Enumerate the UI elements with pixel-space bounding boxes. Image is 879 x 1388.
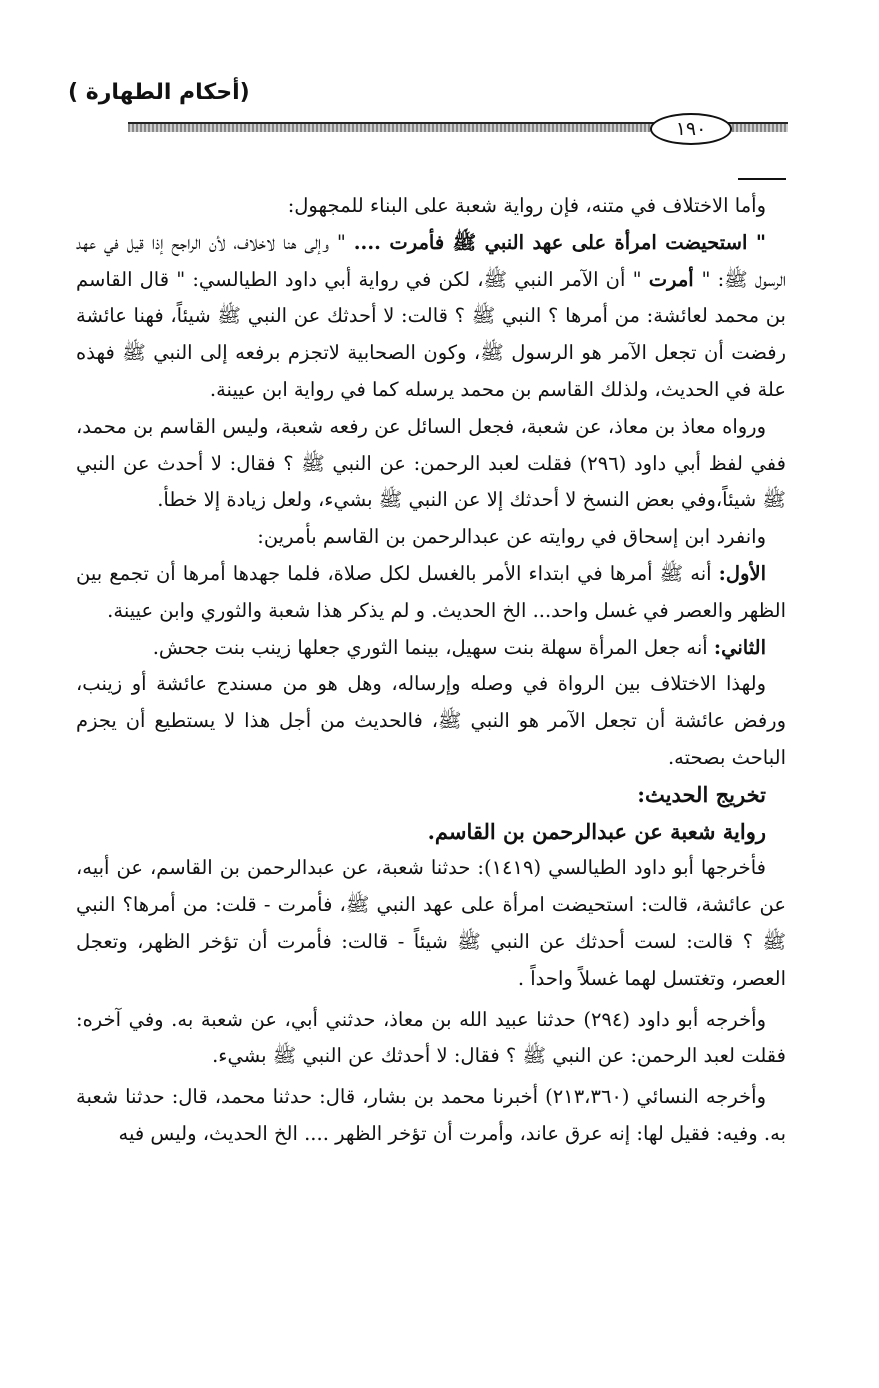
paragraph: ورواه معاذ بن معاذ، عن شعبة، فجعل السائل عن رفعه شعبة، وليس القاسم بن محمد، ففي لفظ أبي داود (٢٩٦) فقلت لعبد الرحمن: عن النبي ﷺ ؟ فقال: لا أحدث عن النبي ﷺ شيئاً،وفي بعض النسخ لا أحدثك إلا عن النبي ﷺ بشيء، ولعل زيادة إلا خطأ.	[76, 414, 786, 512]
quoted-text: " استحيضت امرأة على عهد النبي ﷺ فأمرت ....	[353, 230, 766, 254]
quoted-text: أمرت	[648, 267, 702, 291]
paragraph-text: " وإلى هنا لاخلاف، لأن الراجح إذا قيل في عهد الرسول ﷺ: "	[76, 230, 786, 291]
running-title: (أحكام الطهارة )	[68, 80, 250, 105]
section-heading: تخريج الحديث:	[637, 781, 766, 807]
paragraph: ولهذا الاختلاف بين الرواة في وصله وإرساله، وهل هو من مسندج عائشة أو زينب، ورفض عائشة أن تجعل الآمر هو النبي ﷺ، فالحديث من أجل هذا لا يستطيع أن يجزم الباحث بصحته.	[76, 672, 786, 769]
paragraph	[76, 630, 786, 667]
page-number: ١٩٠	[675, 117, 707, 140]
paragraph-text: " أن الآمر النبي ﷺ، لكن في رواية أبي داود الطيالسي: " قال القاسم بن محمد لعائشة: من أمرها ؟ النبي ﷺ ؟ قالت: لا أحدثك عن النبي ﷺ شيئاً، فهنا عائشة رفضت أن تجعل الآمر هو الرسول ﷺ، وكون الصحابية لاتجزم برفعه إلى النبي ﷺ فهذه علة في الحديث، ولذلك القاسم بن محمد يرسله كما في رواية ابن عيينة.	[76, 267, 786, 401]
item-label: الأول:	[718, 561, 766, 585]
paragraph: وانفرد ابن إسحاق في روايته عن عبدالرحمن بن القاسم بأمرين:	[257, 525, 766, 549]
item-label: الثاني:	[713, 635, 766, 659]
page-number-badge	[650, 113, 732, 145]
paragraph: وأخرجه النسائي (٢١٣،٣٦٠) أخبرنا محمد بن بشار، قال: حدثنا محمد، قال: حدثنا شعبة به. وفيه: فقيل لها: إنه عرق عاند، وأمرت أن تؤخر الظهر .... الخ الحديث، وليس فيه	[76, 1085, 786, 1145]
paragraph: فأخرجها أبو داود الطيالسي (١٤١٩): حدثنا شعبة، عن عبدالرحمن بن القاسم، عن أبيه، عن عائشة، قالت: استحيضت امرأة على عهد النبي ﷺ، فأمرت - قلت: من أمرها؟ النبي ﷺ ؟ قالت: لست أحدثك عن النبي ﷺ شيئاً - قالت: فأمرت أن تؤخر الظهر، وتعجل العصر، وتغتسل لهما غسلاً واحداً .	[76, 856, 786, 990]
paragraph: وأخرجه أبو داود (٢٩٤) حدثنا عبيد الله بن معاذ، حدثني أبي، عن شعبة به. وفي آخره: فقلت لعبد الرحمن: عن النبي ﷺ ؟ فقال: لا أحدثك عن النبي ﷺ بشيء.	[76, 1007, 786, 1068]
paragraph: وأما الاختلاف في متنه، فإن رواية شعبة على البناء للمجهول:	[287, 194, 766, 217]
paragraph	[76, 556, 786, 630]
paragraph-text: أنه جعل المرأة سهلة بنت سهيل، بينما الثوري جعلها زينب بنت جحش.	[152, 635, 714, 659]
paragraph	[76, 225, 786, 409]
paragraph-text: أنه ﷺ أمرها في ابتداء الأمر بالغسل لكل صلاة، فلما جهدها أمرها أن تجمع بين الظهر والعصر في غسل واحد... الخ الحديث. و لم يذكر هذا شعبة والثوري وابن عيينة.	[76, 561, 786, 622]
body-text	[76, 188, 786, 1153]
footnote-separator	[738, 178, 786, 180]
subsection-heading: رواية شعبة عن عبدالرحمن بن القاسم.	[427, 818, 766, 844]
